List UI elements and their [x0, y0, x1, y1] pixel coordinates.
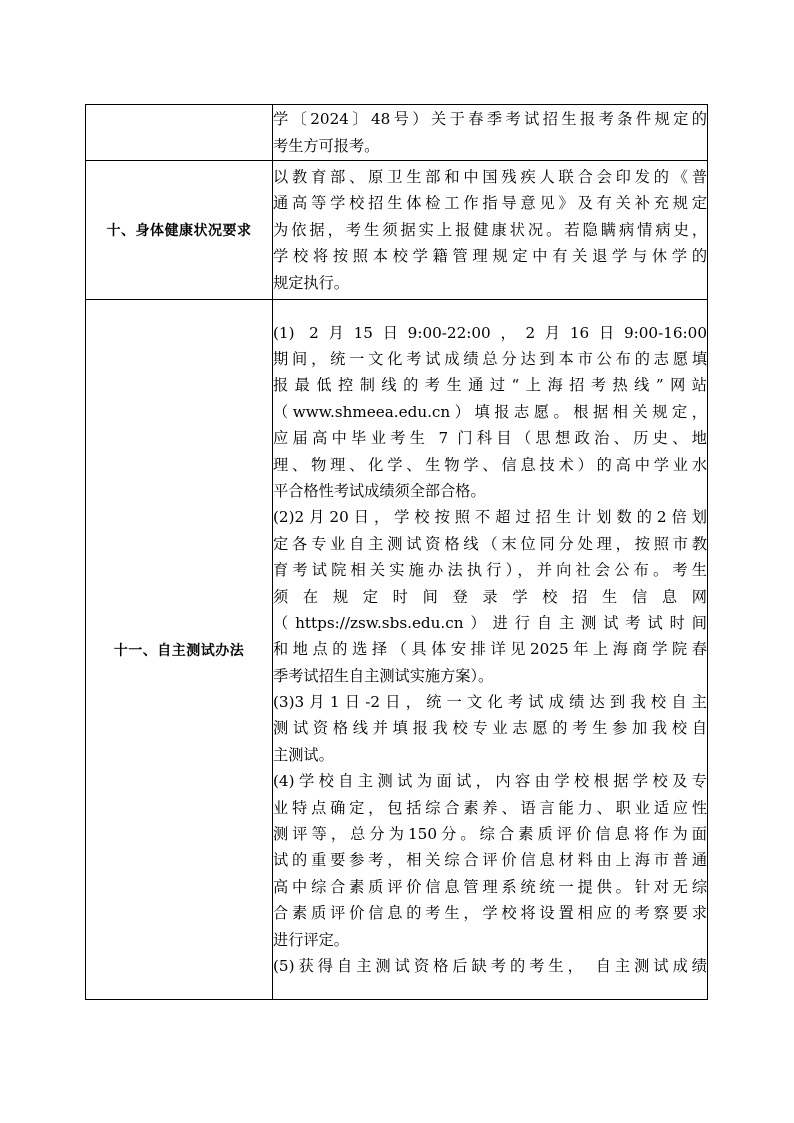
text-line: 合素质评价信息的考生，学校将设置相应的考察要求 [273, 904, 707, 923]
text-line: 育考试院相关实施办法执行），并向社会公布。考生 [273, 561, 707, 580]
text-line: （https://zsw.sbs.edu.cn）进行自主测试考试时间 [273, 613, 707, 632]
document-page [85, 104, 708, 1000]
paragraph-1 [273, 320, 707, 505]
text-line: 学〔2024〕48号）关于春季考试招生报考条件规定的 [273, 110, 707, 129]
text-line: 考生方可报考。 [273, 136, 380, 155]
paragraph-2 [273, 504, 707, 689]
table-row-continuation [86, 105, 708, 161]
text-line: 高中综合素质评价信息管理系统统一提供。针对无综 [273, 877, 707, 896]
text-line: 测评等，总分为150分。综合素质评价信息将作为面 [273, 825, 707, 844]
paragraph-3 [273, 689, 707, 768]
text-line: 报最低控制线的考生通过“上海招考热线”网站 [273, 376, 707, 395]
text-line: 理、物理、化学、生物学、信息技术）的高中学业水 [273, 455, 707, 474]
text-line: (1) 2月15日9:00-22:00，2月16日9:00-16:00 [273, 323, 707, 342]
text-line: 平合格性考试成绩须全部合格。 [273, 481, 486, 500]
text-line: 和地点的选择（具体安排详见2025年上海商学院春 [273, 640, 707, 659]
paragraph-4 [273, 768, 707, 953]
text-line: 试的重要参考，相关综合评价信息材料由上海市普通 [273, 851, 707, 870]
text-line: 学校将按照本校学籍管理规定中有关退学与休学的 [273, 247, 707, 266]
paragraph-5 [273, 953, 707, 979]
text-line: 规定执行。 [273, 273, 349, 292]
text-line: 业特点确定，包括综合素养、语言能力、职业适应性 [273, 798, 707, 817]
row-label-self-test: 十一、自主测试办法 [86, 300, 273, 1000]
row-label-health: 十、身体健康状况要求 [86, 161, 273, 300]
text-line: (4)学校自主测试为面试，内容由学校根据学校及专 [273, 772, 707, 791]
row-content-self-test [273, 300, 708, 1000]
text-line: 测试资格线并填报我校专业志愿的考生参加我校自 [273, 719, 707, 738]
text-line: 须 在 规 定 时 间 登 录 学 校 招 生 信 息 网 [273, 587, 707, 606]
text-line: 为依据，考生须据实上报健康状况。若隐瞒病情病史， [273, 220, 707, 239]
text-line: 应届高中毕业考生 7 门科目（思想政治、历史、地 [273, 429, 707, 448]
table-row-self-test [86, 300, 708, 1000]
row-content-health [273, 161, 708, 300]
table-row-health [86, 161, 708, 300]
text-line: (3)3月1日-2日，统一文化考试成绩达到我校自主 [273, 693, 707, 712]
text-line: (5)获得自主测试资格后缺考的考生， 自主测试成绩 [273, 956, 707, 975]
text-line: (2)2月20日，学校按照不超过招生计划数的2倍划 [273, 508, 707, 527]
admission-table [85, 104, 708, 1000]
text-line: 期间，统一文化考试成绩总分达到本市公布的志愿填 [273, 350, 707, 368]
row-content-continuation [273, 105, 708, 161]
text-line: 主测试。 [273, 745, 334, 764]
text-line: 季考试招生自主测试实施方案）。 [273, 666, 494, 685]
text-line: 通高等学校招生体检工作指导意见》及有关补充规定 [273, 194, 707, 213]
text-line: （www.shmeea.edu.cn）填报志愿。根据相关规定， [273, 402, 707, 421]
text-line: 定各专业自主测试资格线（末位同分处理，按照市教 [273, 534, 707, 553]
text-line: 以教育部、原卫生部和中国残疾人联合会印发的《普 [273, 168, 707, 187]
row-label-empty [86, 105, 273, 161]
text-line: 进行评定。 [273, 930, 349, 949]
